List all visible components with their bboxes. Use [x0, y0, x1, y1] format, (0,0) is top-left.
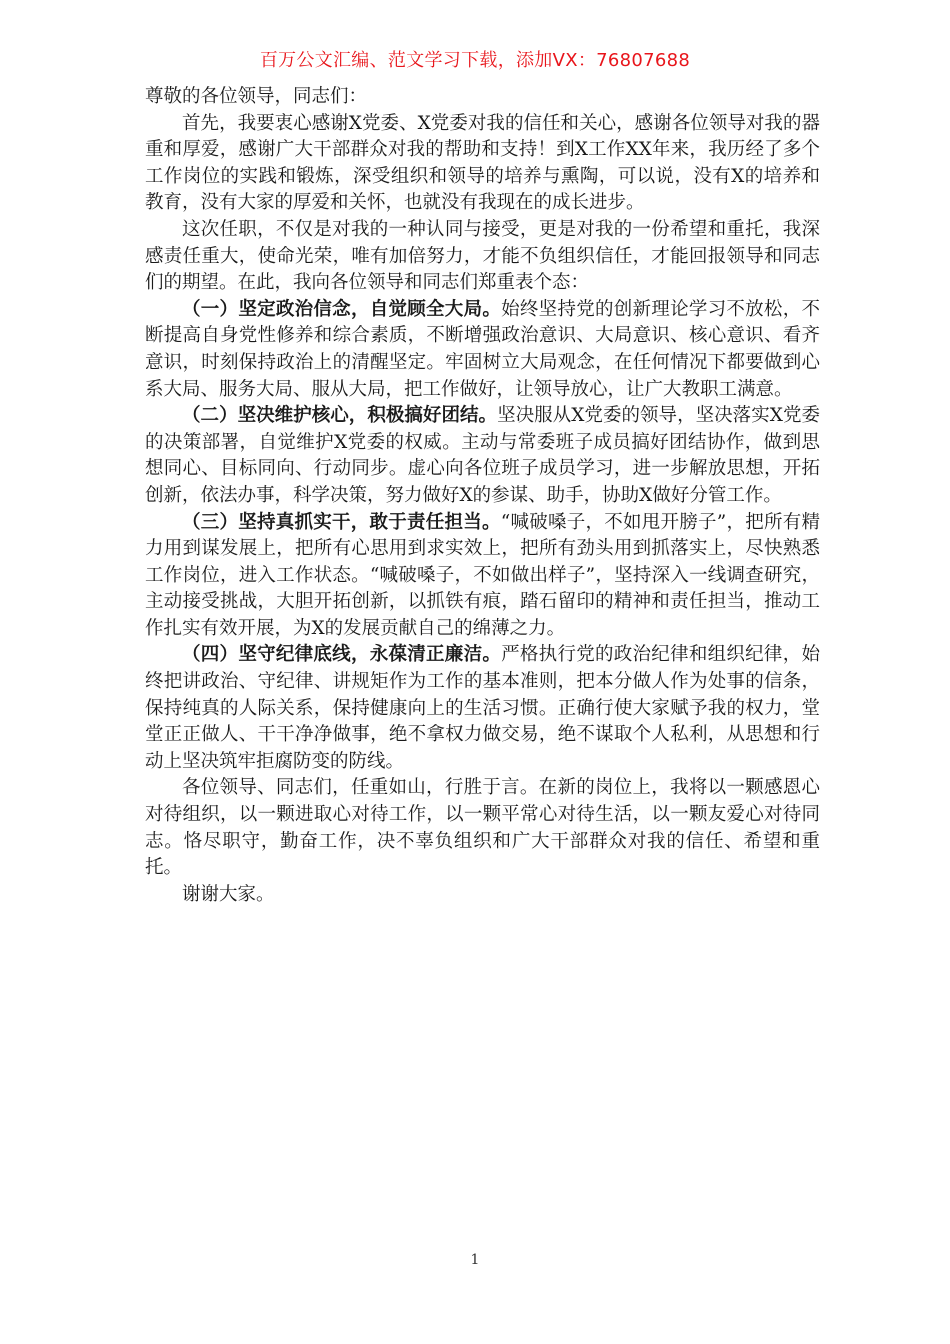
- paragraph-commitment-intro: 这次任职，不仅是对我的一种认同与接受，更是对我的一份希望和重托，我深感责任重大，使命光荣，唯有加倍努力，才能不负组织信任，才能回报领导和同志们的期望。在此，我向各位领导和同志们郑重表个态：: [145, 218, 820, 294]
- watermark-banner: 百万公文汇编、范文学习下载，添加VX：76807688: [259, 50, 691, 71]
- section-body: 坚决服从X党委的领导，坚决落实X党委的决策部署，自觉维护X党委的权威。主动与常委班子成员搞好团结协作，做到思想同心、目标同向、行动同步。虚心向各位班子成员学习，进一步解放思想，开拓创新，依法办事，科学决策，努力做好X的参谋、助手，协助X做好分管工作。: [145, 405, 820, 506]
- section-heading: （一）坚定政治信念，自觉顾全大局。: [182, 298, 502, 320]
- paragraph-thanks: 谢谢大家。: [182, 883, 275, 905]
- paragraph-gratitude: 首先，我要衷心感谢X党委、X党委对我的信任和关心，感谢各位领导对我的器重和厚爱，感谢广大干部群众对我的帮助和支持！到X工作XX年来，我历经了多个工作岗位的实践和锻炼，深受组织和领导的培养与熏陶，可以说，没有X的培养和教育，没有大家的厚爱和关怀，也就没有我现在的成长进步。: [145, 112, 820, 214]
- section-hard-work: [145, 510, 820, 643]
- paragraph-closing: 各位领导、同志们，任重如山，行胜于言。在新的岗位上，我将以一颗感恩心对待组织，以一颗进取心对待工作，以一颗平常心对待生活，以一颗友爱心对待同志。恪尽职守，勤奋工作，决不辜负组织和广大干部群众对我的信任、希望和重托。: [145, 777, 820, 879]
- section-body: “喊破嗓子，不如甩开膀子”，把所有精力用到谋发展上，把所有心思用到求实效上，把所有劲头用到抓落实上，尽快熟悉工作岗位，进入工作状态。“喊破嗓子，不如做出样子”，坚持深入一线调查研究，主动接受挑战，大胆开拓创新，以抓铁有痕，踏石留印的精神和责任担当，推动工作扎实有效开展，为X的发展贡献自己的绵薄之力。: [145, 511, 820, 639]
- section-heading: （三）坚持真抓实干，敢于责任担当。: [182, 511, 501, 533]
- page-number: 1: [470, 1252, 480, 1268]
- salutation: 尊敬的各位领导，同志们：: [145, 86, 368, 107]
- document-body: [145, 84, 820, 908]
- section-political-belief: [145, 297, 820, 403]
- section-heading: （二）坚决维护核心，积极搞好团结。: [182, 405, 498, 427]
- section-body: 始终坚持党的创新理论学习不放松，不断提高自身党性修养和综合素质，不断增强政治意识、大局意识、核心意识、看齐意识，时刻保持政治上的清醒坚定。牢固树立大局观念，在任何情况下都要做到心系大局、服务大局、服从大局，把工作做好，让领导放心，让广大教职工满意。: [145, 298, 820, 400]
- section-discipline: [145, 642, 820, 775]
- section-heading: （四）坚守纪律底线，永葆清正廉洁。: [182, 644, 502, 666]
- section-body: 严格执行党的政治纪律和组织纪律，始终把讲政治、守纪律、讲规矩作为工作的基本准则，把本分做人作为处事的信条，保持纯真的人际关系，保持健康向上的生活习惯。正确行使大家赋予我的权力，堂堂正正做人、干干净净做事，绝不拿权力做交易，绝不谋取个人私利，从思想和行动上坚决筑牢拒腐防变的防线。: [145, 644, 820, 772]
- section-unity: [145, 403, 820, 509]
